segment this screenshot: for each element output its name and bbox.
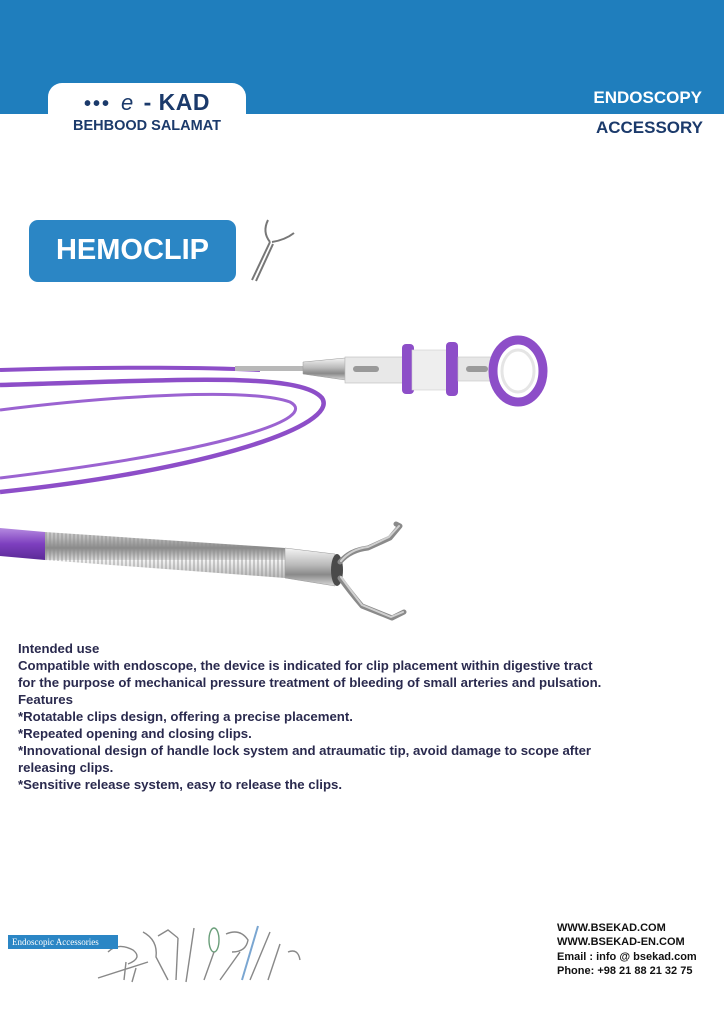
website-link-2[interactable]: WWW.BSEKAD-EN.COM — [557, 936, 685, 949]
logo-brand: - KAD — [143, 89, 210, 115]
logo-e-mark: e — [120, 90, 134, 115]
hemoclip-handle — [235, 340, 543, 402]
desc-heading-intended-use: Intended use — [18, 641, 100, 656]
feature-item: *Innovational design of handle lock system and atraumatic tip, avoid damage to scope after — [18, 743, 592, 758]
clip-assembly — [0, 524, 404, 618]
catheter-loops — [0, 368, 324, 492]
accessories-label: Endoscopic Accessories — [8, 935, 118, 949]
company-name: BEHBOOD SALAMAT — [73, 118, 221, 134]
website-link-1[interactable]: WWW.BSEKAD.COM — [557, 922, 666, 934]
desc-line: Compatible with endoscope, the device is indicated for clip placement within digestive tract — [18, 658, 593, 673]
logo-dots: ••• — [84, 93, 112, 115]
desc-heading-features: Features — [18, 692, 73, 707]
feature-item: *Repeated opening and closing clips. — [18, 726, 252, 741]
email-text[interactable]: Email : info @ bsekad.com — [557, 950, 697, 963]
contact-block — [557, 921, 697, 979]
feature-item-continued: releasing clips. — [18, 760, 114, 775]
product-title: HEMOCLIP — [55, 234, 210, 266]
feature-item: *Sensitive release system, easy to release the clips. — [18, 777, 343, 792]
phone-text: Phone: +98 21 88 21 32 75 — [557, 965, 693, 978]
desc-line: for the purpose of mechanical pressure treatment of bleeding of small arteries and pulsation. — [18, 675, 602, 690]
hemoclip-small-icon — [252, 220, 294, 281]
category-line-1: ENDOSCOPY — [593, 88, 702, 107]
product-description — [18, 640, 698, 793]
category-line-2: ACCESSORY — [595, 118, 703, 137]
accessories-collage-image — [8, 922, 304, 984]
feature-item: *Rotatable clips design, offering a precise placement. — [18, 709, 353, 724]
